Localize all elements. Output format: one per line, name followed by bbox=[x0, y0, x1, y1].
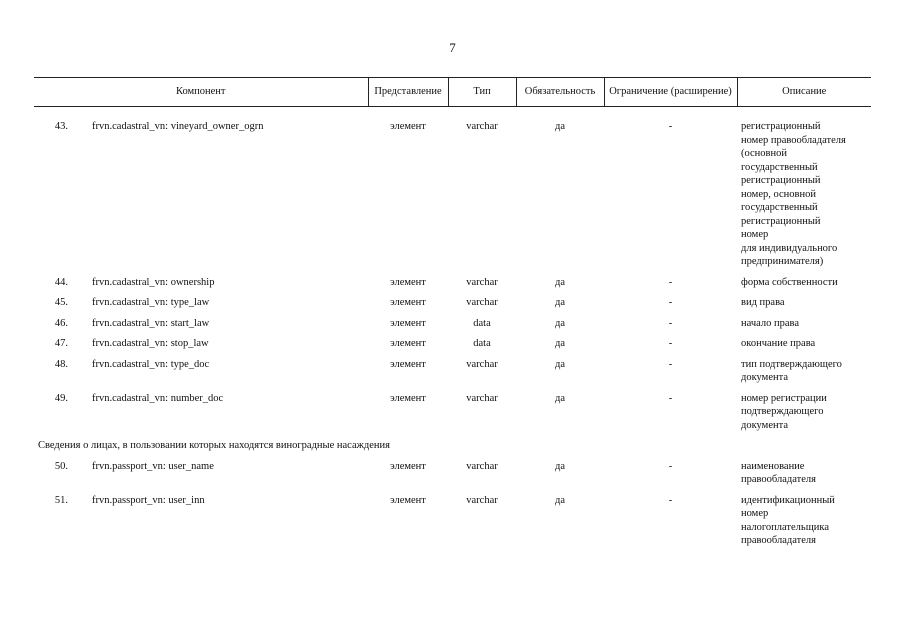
type-cell: data bbox=[473, 317, 491, 329]
row-number: 46. bbox=[54, 317, 68, 329]
table-row bbox=[34, 296, 871, 317]
row-number: 45. bbox=[54, 297, 68, 308]
representation-cell: элемент bbox=[390, 276, 426, 288]
description-cell bbox=[737, 494, 871, 555]
required-cell: да bbox=[555, 276, 566, 288]
required-cell: да bbox=[555, 121, 566, 132]
section-heading: Сведения о лицах, в пользовании которых находятся виноградные насаждения bbox=[38, 440, 390, 451]
table-body-cadastral bbox=[34, 107, 871, 440]
table-row bbox=[34, 120, 871, 276]
row-number: 47. bbox=[54, 338, 68, 349]
description-line: правообладателя bbox=[741, 474, 816, 485]
column-header-representation: Представление bbox=[368, 78, 448, 107]
column-header-component: Компонент bbox=[34, 78, 368, 107]
restriction-cell: - bbox=[668, 494, 673, 506]
component-cell: frvn.cadastral_vn: type_doc bbox=[92, 358, 210, 370]
component-cell: frvn.cadastral_vn: start_law bbox=[92, 317, 210, 329]
table-row bbox=[34, 358, 871, 392]
description-cell bbox=[737, 120, 871, 276]
description-line: государственный bbox=[741, 161, 818, 173]
description-line: номер правообладателя bbox=[741, 134, 846, 146]
description-line: документа bbox=[741, 372, 788, 383]
row-number: 50. bbox=[54, 460, 68, 472]
table-row bbox=[34, 337, 871, 358]
table-row bbox=[34, 460, 871, 494]
description-line: вид права bbox=[741, 297, 785, 308]
representation-cell: элемент bbox=[390, 121, 426, 132]
description-cell bbox=[737, 358, 871, 392]
description-line: (основной bbox=[741, 148, 787, 159]
description-line: документа bbox=[741, 419, 788, 431]
description-line: регистрационный bbox=[741, 175, 821, 186]
row-number: 49. bbox=[54, 392, 68, 404]
table-row bbox=[34, 276, 871, 297]
restriction-cell: - bbox=[668, 317, 673, 329]
type-cell: varchar bbox=[466, 392, 498, 404]
description-line: предпринимателя) bbox=[741, 256, 824, 267]
component-cell: frvn.cadastral_vn: stop_law bbox=[92, 338, 209, 349]
description-cell bbox=[737, 276, 871, 297]
description-line: для индивидуального bbox=[741, 242, 838, 254]
representation-cell: элемент bbox=[390, 317, 426, 329]
row-number: 51. bbox=[54, 494, 68, 506]
column-header-description: Описание bbox=[737, 78, 871, 107]
description-cell bbox=[737, 392, 871, 440]
restriction-cell: - bbox=[668, 392, 673, 404]
description-line: идентификационный bbox=[741, 494, 835, 506]
required-cell: да bbox=[555, 297, 566, 308]
restriction-cell: - bbox=[668, 338, 673, 349]
representation-cell: элемент bbox=[390, 297, 426, 308]
component-cell: frvn.cadastral_vn: number_doc bbox=[92, 392, 224, 404]
table-header-row bbox=[34, 78, 871, 107]
table-body-passport bbox=[34, 460, 871, 555]
component-cell: frvn.passport_vn: user_name bbox=[92, 460, 214, 472]
component-cell: frvn.cadastral_vn: ownership bbox=[92, 276, 215, 288]
description-line: наименование bbox=[741, 460, 805, 472]
section-group bbox=[34, 439, 871, 460]
description-line: форма собственности bbox=[741, 276, 838, 288]
restriction-cell: - bbox=[668, 121, 673, 132]
description-line: налогоплательщика bbox=[741, 521, 830, 533]
component-cell: frvn.cadastral_vn: vineyard_owner_ogrn bbox=[92, 121, 264, 132]
description-line: государственный bbox=[741, 202, 818, 213]
row-number: 48. bbox=[54, 358, 68, 370]
table-row bbox=[34, 494, 871, 555]
table-row bbox=[34, 392, 871, 440]
type-cell: varchar bbox=[466, 494, 498, 506]
type-cell: varchar bbox=[466, 358, 498, 370]
data-table bbox=[34, 77, 871, 555]
required-cell: да bbox=[555, 460, 566, 472]
restriction-cell: - bbox=[668, 460, 673, 472]
representation-cell: элемент bbox=[390, 392, 426, 404]
description-line: номер bbox=[741, 508, 769, 519]
description-line: номер регистрации bbox=[741, 392, 827, 404]
column-header-restriction: Ограничение (расширение) bbox=[604, 78, 737, 107]
required-cell: да bbox=[555, 392, 566, 404]
description-cell bbox=[737, 460, 871, 494]
type-cell: varchar bbox=[466, 297, 498, 308]
description-line: номер bbox=[741, 229, 769, 240]
description-line: начало права bbox=[741, 317, 800, 329]
representation-cell: элемент bbox=[390, 494, 426, 506]
type-cell: varchar bbox=[466, 460, 498, 472]
type-cell: varchar bbox=[466, 121, 498, 132]
description-cell bbox=[737, 317, 871, 338]
required-cell: да bbox=[555, 494, 566, 506]
description-line: тип подтверждающего bbox=[741, 358, 842, 370]
representation-cell: элемент bbox=[390, 460, 426, 472]
component-cell: frvn.cadastral_vn: type_law bbox=[92, 297, 210, 308]
description-line: номер, основной bbox=[741, 188, 816, 200]
type-cell: data bbox=[473, 338, 491, 349]
page-number: 7 bbox=[449, 40, 456, 55]
row-number: 44. bbox=[54, 276, 68, 288]
representation-cell: элемент bbox=[390, 358, 426, 370]
description-cell bbox=[737, 337, 871, 358]
restriction-cell: - bbox=[668, 276, 673, 288]
description-line: регистрационный bbox=[741, 215, 821, 227]
required-cell: да bbox=[555, 317, 566, 329]
required-cell: да bbox=[555, 358, 566, 370]
required-cell: да bbox=[555, 338, 566, 349]
column-header-type: Тип bbox=[448, 78, 516, 107]
description-line: окончание права bbox=[741, 338, 816, 349]
table-row bbox=[34, 317, 871, 338]
component-cell: frvn.passport_vn: user_inn bbox=[92, 494, 205, 506]
row-number: 43. bbox=[54, 121, 68, 132]
description-line: регистрационный bbox=[741, 121, 821, 132]
representation-cell: элемент bbox=[390, 338, 426, 349]
column-header-required: Обязательность bbox=[516, 78, 604, 107]
description-line: подтверждающего bbox=[741, 406, 824, 417]
type-cell: varchar bbox=[466, 276, 498, 288]
restriction-cell: - bbox=[668, 297, 673, 308]
description-cell bbox=[737, 296, 871, 317]
description-line: правообладателя bbox=[741, 535, 816, 546]
restriction-cell: - bbox=[668, 358, 673, 370]
